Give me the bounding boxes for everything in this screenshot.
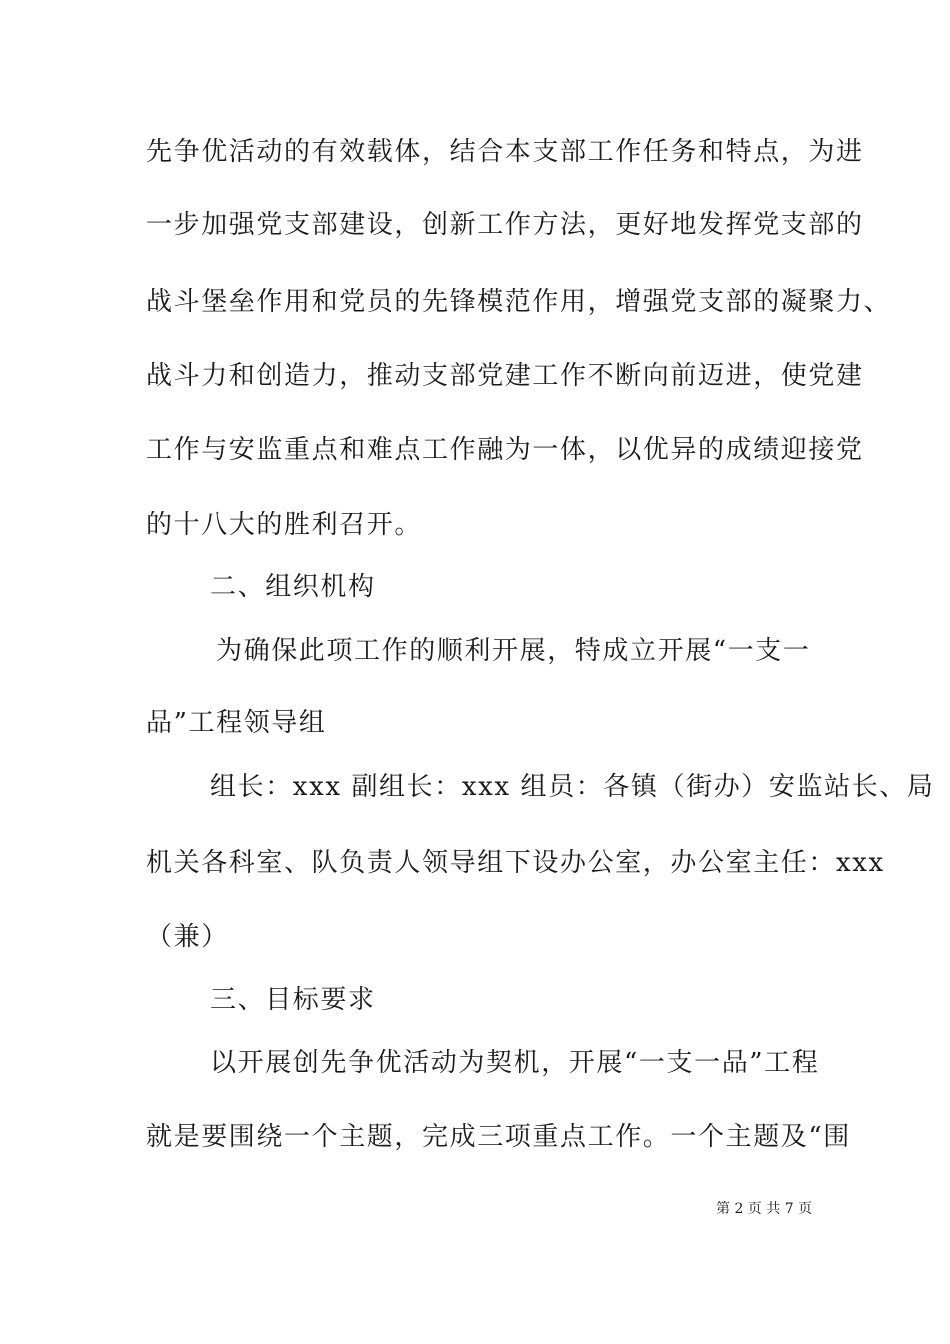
- body-text-line: 一步加强党支部建设，创新工作方法，更好地发挥党支部的: [146, 210, 864, 240]
- body-text-line: 为确保此项工作的顺利开展，特成立开展“一支一: [216, 636, 811, 666]
- body-text-line: 的十八大的胜利召开。: [146, 510, 423, 540]
- body-text-line: 组长：xxx 副组长：xxx 组员：各镇（街办）安监站长、局: [210, 772, 935, 802]
- body-text-line: 战斗力和创造力，推动支部党建工作不断向前迈进，使党建: [146, 361, 864, 391]
- body-text-line: 机关各科室、队负责人领导组下设办公室，办公室主任：xxx: [146, 848, 885, 878]
- page-number-footer: 第 2 页 共 7 页: [716, 1201, 813, 1217]
- body-text-line: 工作与安监重点和难点工作融为一体，以优异的成绩迎接党: [146, 435, 864, 465]
- section-heading-organization: 二、组织机构: [210, 572, 376, 602]
- body-text-line: 以开展创先争优活动为契机，开展“一支一品”工程: [210, 1048, 820, 1078]
- body-text-line: 就是要围绕一个主题，完成三项重点工作。一个主题及“围: [146, 1122, 851, 1152]
- body-text-line: 先争优活动的有效载体，结合本支部工作任务和特点，为进: [146, 137, 864, 167]
- body-text-line: 品”工程领导组: [146, 708, 327, 738]
- body-text-line: （兼）: [146, 922, 229, 952]
- section-heading-goals: 三、目标要求: [210, 985, 376, 1015]
- body-text-line: 战斗堡垒作用和党员的先锋模范作用，增强党支部的凝聚力、: [146, 287, 892, 317]
